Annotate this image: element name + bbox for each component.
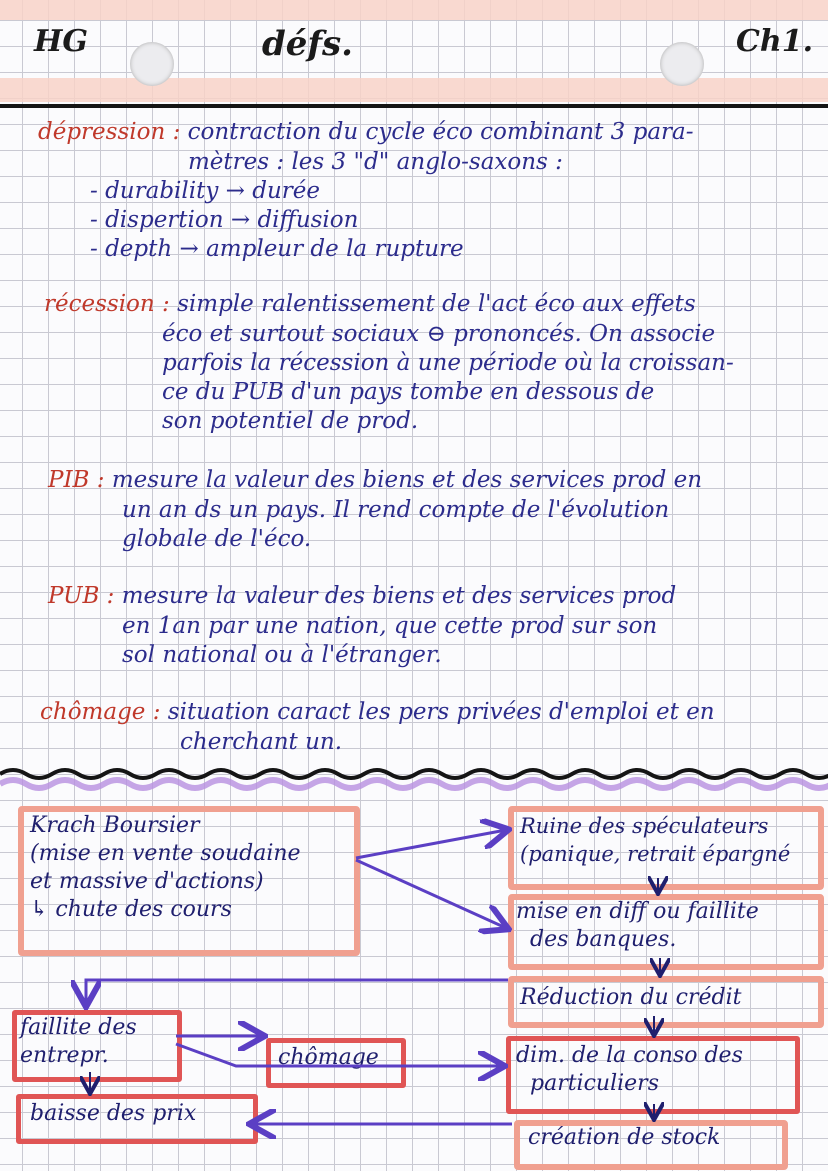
term: dépression (38, 119, 166, 145)
node-conso (516, 1042, 743, 1098)
definition-line: parfois la récession à une période où la croissan- (162, 350, 734, 376)
definition-line: situation caract les pers privées d'emploi et en (167, 699, 715, 725)
definition-line: mesure la valeur des biens et des services prod (121, 583, 677, 609)
definition-chomage: chômage : situation caract les pers privées d'emploi et en cherchant un. (40, 698, 820, 757)
definition-recession: récession : simple ralentissement de l'act éco aux effets éco et surtout sociaux ⊖ prononcés. On associe parfois la récession à une période où la croissan- ce du PUB d'un pays tombe en dessous de son potentiel de prod. (44, 290, 824, 436)
arrow-krach-banques (356, 860, 506, 928)
node-line: faillite des (20, 1015, 137, 1040)
chapter-label: Ch1. (736, 24, 814, 59)
node-ruine (520, 812, 790, 868)
definition-line: cherchant un. (180, 729, 343, 755)
definition-line: son potentiel de prod. (162, 408, 419, 434)
subject-label: HG (34, 24, 88, 59)
node-chomage: chômage (278, 1045, 379, 1070)
definition-line: ce du PUB d'un pays tombe en dessous de (162, 379, 655, 405)
bullet-item: - depth → ampleur de la rupture (90, 236, 464, 262)
node-banques (516, 898, 759, 954)
definition-depression: dépression : contraction du cycle éco combinant 3 para- mètres : les 3 "d" anglo-saxons : - durability → durée - dispertion → diffusion - depth → ampleur de la rupture (38, 118, 818, 264)
page-title: défs. (262, 24, 354, 64)
definition-line: mètres : les 3 "d" anglo-saxons : (188, 149, 563, 175)
node-line: Ruine des spéculateurs (520, 814, 769, 838)
punch-hole-right (660, 42, 704, 86)
definition-line: sol national ou à l'étranger. (122, 642, 442, 668)
node-line: entrepr. (20, 1043, 109, 1068)
node-line: particuliers (530, 1071, 659, 1096)
definition-pib: PIB : mesure la valeur des biens et des services prod en un an ds un pays. Il rend compte de l'évolution globale de l'éco. (48, 466, 828, 554)
node-line: ↳ chute des cours (30, 897, 232, 922)
wavy-divider (0, 760, 828, 800)
definition-line: globale de l'éco. (122, 526, 312, 552)
node-line: mise en diff ou faillite (516, 899, 759, 924)
term: récession (44, 291, 155, 317)
term: PUB (48, 583, 100, 609)
node-line: (panique, retrait épargné (520, 842, 791, 866)
definition-line: éco et surtout sociaux ⊖ prononcés. On associe (162, 321, 716, 347)
header-band-bottom (0, 78, 828, 102)
node-line: dim. de la conso des (516, 1043, 743, 1068)
node-line: Krach Boursier (30, 813, 200, 838)
node-stock: création de stock (528, 1125, 721, 1150)
header-band-top (0, 0, 828, 20)
term: chômage (40, 699, 146, 725)
node-line: et massive d'actions) (30, 869, 264, 894)
header-rule (0, 104, 828, 108)
definition-line: simple ralentissement de l'act éco aux effets (177, 291, 696, 317)
node-krach (30, 812, 301, 924)
definition-line: en 1an par une nation, que cette prod sur son (122, 613, 658, 639)
node-credit: Réduction du crédit (520, 985, 742, 1010)
arrow-krach-ruine (356, 830, 506, 858)
term: PIB (48, 467, 90, 493)
node-faillite (20, 1014, 137, 1070)
bullet-item: - dispertion → diffusion (90, 207, 359, 233)
definition-line: un an ds un pays. Il rend compte de l'évolution (122, 497, 670, 523)
definition-pub: PUB : mesure la valeur des biens et des services prod en 1an par une nation, que cette prod sur son sol national ou à l'étranger. (48, 582, 828, 670)
definition-line: contraction du cycle éco combinant 3 para- (187, 119, 694, 145)
punch-hole-left (130, 42, 174, 86)
bullet-item: - durability → durée (90, 178, 320, 204)
node-line: (mise en vente soudaine (30, 841, 301, 866)
node-line: des banques. (530, 927, 677, 952)
arrow-credit-faillite (86, 980, 508, 1004)
definition-line: mesure la valeur des biens et des services prod en (111, 467, 703, 493)
node-prix: baisse des prix (30, 1101, 197, 1126)
